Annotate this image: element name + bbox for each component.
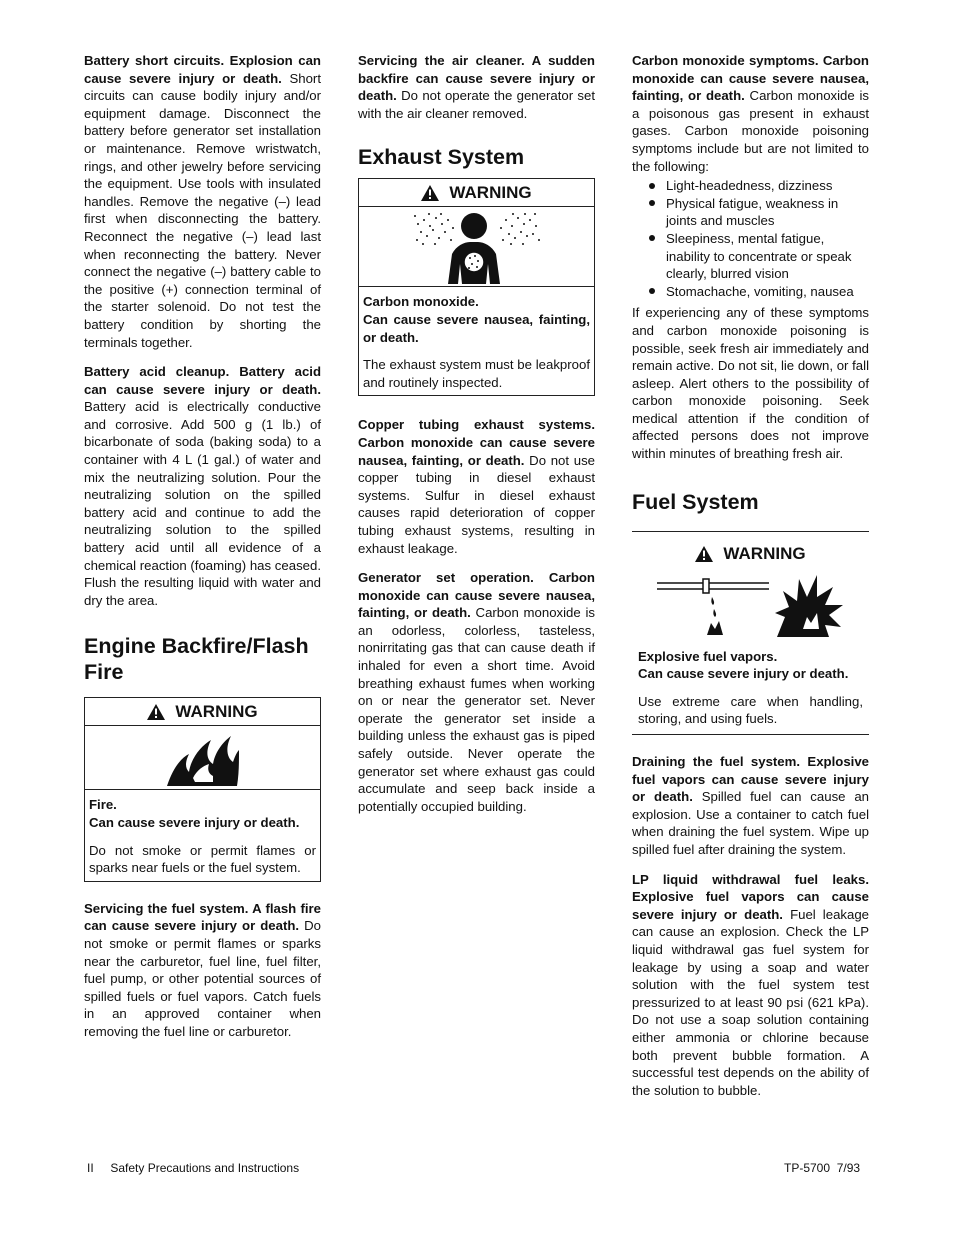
section-heading-backfire: Engine Backfire/Flash Fire — [84, 634, 309, 685]
battery-short-circuit-paragraph — [84, 52, 321, 351]
paragraph-lead: Generator set operation. Carbon monoxide can cause severe nausea, fainting, or death. — [358, 570, 595, 621]
paragraph-body: Short circuits can cause bodily injury and/or equipment damage. Disconnect the battery before generator set installation or maintenance. Remove wristwatch, rings, and other jewelry before servicing the equipment. Use tools with insulated handles. Remove the negative (–) lead first when disconnecting the battery. Reconnect the negative (–) lead last when reconnecting the battery. Never connect the negative (–) battery cable to the positive (+) connection terminal of the starter solenoid. Do not test the battery condition by shorting the terminals together. — [84, 70, 321, 350]
battery-acid-paragraph — [84, 363, 321, 609]
carbon-monoxide-warning-box — [358, 178, 595, 396]
copper-tubing-paragraph — [358, 416, 595, 557]
paragraph-lead: Copper tubing exhaust systems. Carbon monoxide can cause severe nausea, fainting, or death. — [358, 417, 595, 468]
draining-fuel-paragraph — [632, 753, 869, 859]
paragraph-lead: LP liquid withdrawal fuel leaks. Explosive fuel vapors can cause severe injury or death. — [632, 871, 869, 922]
column-right — [632, 52, 869, 1111]
warning-text — [636, 648, 865, 728]
section-heading-fuel: Fuel System — [632, 489, 759, 514]
warning-severity: Can cause severe injury or death. — [89, 815, 300, 830]
warning-label: WARNING — [723, 543, 806, 563]
symptoms-list — [632, 177, 869, 300]
list-item: Light-headedness, dizziness — [632, 177, 869, 195]
generator-operation-paragraph — [358, 569, 595, 815]
warning-description: The exhaust system must be leakproof and routinely inspected. — [363, 357, 590, 390]
warning-severity: Can cause severe injury or death. — [638, 666, 849, 682]
list-item: Physical fatigue, weakness in joints and muscles — [632, 195, 869, 230]
fuel-leak-drip-icon — [657, 573, 769, 639]
fire-warning-box — [84, 697, 321, 881]
column-middle — [358, 52, 595, 827]
paragraph-lead: Servicing the air cleaner. A sudden backfire can cause severe injury or death. — [358, 53, 595, 104]
carbon-monoxide-person-icon — [412, 210, 542, 284]
warning-pictogram — [85, 726, 320, 790]
paragraph-body: Spilled fuel can cause an explosion. Use a container to catch fuel when draining the fuel system. Wipe up spilled fuel after draining the system. — [632, 789, 869, 857]
paragraph-lead: Battery acid cleanup. Battery acid can cause severe injury or death. — [84, 364, 321, 397]
co-advice-paragraph — [632, 304, 869, 462]
paragraph-lead: Draining the fuel system. Explosive fuel vapors can cause severe injury or death. — [632, 754, 869, 805]
warning-severity: Can cause severe nausea, fainting, or death. — [363, 311, 590, 345]
paragraph-lead: Carbon monoxide symptoms. Carbon monoxide can cause severe nausea, fainting, or death. — [632, 53, 869, 104]
warning-label: WARNING — [175, 702, 258, 722]
paragraph-body: Fuel leakage can cause an explosion. Check the LP liquid withdrawal gas fuel system for leakage by using a soap and water solution with the fuel system test pressurized to at least 90 psi (621 kPa). Do not use a soap solution containing either ammonia or chlorine because both prevent bubble formation. A successful test depends on the ability of the solution to bubble. — [632, 906, 870, 1098]
warning-triangle-icon — [695, 546, 713, 562]
paragraph-body: Battery acid is electrically conductive and corrosive. Add 500 g (1 lb.) of bicarbonate of soda (baking soda) to a container with 4 L (1 gal.) of water and mix the neutralizing solution. Pour the neutralizing solution on the spilled battery acid and continue to add the neutralizing solution to the spilled battery acid until all evidence of a chemical reaction (foaming) has ceased. Flush the resulting liquid with water and dry the area. — [84, 399, 321, 608]
co-symptoms-paragraph — [632, 52, 869, 175]
fire-flames-icon — [163, 728, 243, 788]
list-item: Sleepiness, mental fatigue, inability to concentrate or speak clearly, blurred vision — [632, 230, 869, 283]
servicing-fuel-paragraph — [84, 900, 321, 1041]
warning-header — [636, 542, 865, 566]
warning-hazard: Carbon monoxide. — [363, 294, 479, 310]
warning-text — [359, 287, 594, 395]
warning-label: WARNING — [449, 183, 532, 203]
warning-pictogram — [636, 570, 865, 642]
warning-triangle-icon — [147, 704, 165, 720]
warning-header — [85, 698, 320, 726]
warning-hazard: Fire. — [89, 797, 117, 813]
paragraph-body: Do not operate the generator set with the air cleaner removed. — [358, 88, 595, 121]
warning-text — [85, 790, 320, 880]
explosion-icon — [773, 573, 845, 639]
fuel-vapors-warning-box — [632, 531, 869, 735]
column-left — [84, 52, 321, 1053]
warning-hazard: Explosive fuel vapors. — [638, 648, 778, 664]
warning-header — [359, 179, 594, 207]
paragraph-body: Do not smoke or permit flames or sparks near the carburetor, fuel line, fuel filter, fuel pump, or other potential sources of spilled fuels or fuel vapors. Catch fuels in an approved container when removing the fuel line or carburetor. — [84, 918, 321, 1039]
warning-triangle-icon — [421, 185, 439, 201]
paragraph-lead: Servicing the fuel system. A flash fire can cause severe injury or death. — [84, 900, 321, 934]
paragraph-body: Carbon monoxide is an odorless, colorless, tasteless, nonirritating gas that can cause death if inhaled for even a short time. Avoid breathing exhaust fumes when working on or near the generator set. Never operate the generator set inside a building unless the exhaust gas is piped safely outside. Never operate the generator set where exhaust gas could accumulate and seep back inside a potentially occupied building. — [358, 605, 595, 814]
list-item: Stomachache, vomiting, nausea — [632, 283, 869, 301]
section-heading-exhaust: Exhaust System — [358, 145, 525, 170]
paragraph-body: Do not use copper tubing in diesel exhaust systems. Sulfur in diesel exhaust causes rapid deterioration of copper tubing exhaust systems, resulting in exhaust leakage. — [358, 452, 595, 556]
air-cleaner-paragraph — [358, 52, 595, 122]
warning-description: Do not smoke or permit flames or sparks near fuels or the fuel system. — [89, 842, 316, 876]
lp-leak-paragraph — [632, 871, 869, 1100]
paragraph-body: Carbon monoxide is a poisonous gas present in exhaust gases. Carbon monoxide poisoning symptoms include but are not limited to the following: — [632, 88, 869, 174]
footer-doc-number: TP-5700 7/93 — [784, 1161, 861, 1175]
paragraph-lead: Battery short circuits. Explosion can cause severe injury or death. — [84, 53, 321, 86]
warning-description: Use extreme care when handling, storing, and using fuels. — [638, 693, 863, 727]
paragraph-body: If experiencing any of these symptoms and carbon monoxide poisoning is possible, seek fresh air immediately and remain active. Do not sit, lie down, or fall asleep. Alert others to the possibility of carbon monoxide poisoning. Seek medical attention if the condition of affected persons does not improve within minutes of breathing fresh air. — [632, 305, 869, 462]
footer-page-label: II Safety Precautions and Instructions — [87, 1161, 300, 1175]
warning-pictogram — [359, 207, 594, 287]
